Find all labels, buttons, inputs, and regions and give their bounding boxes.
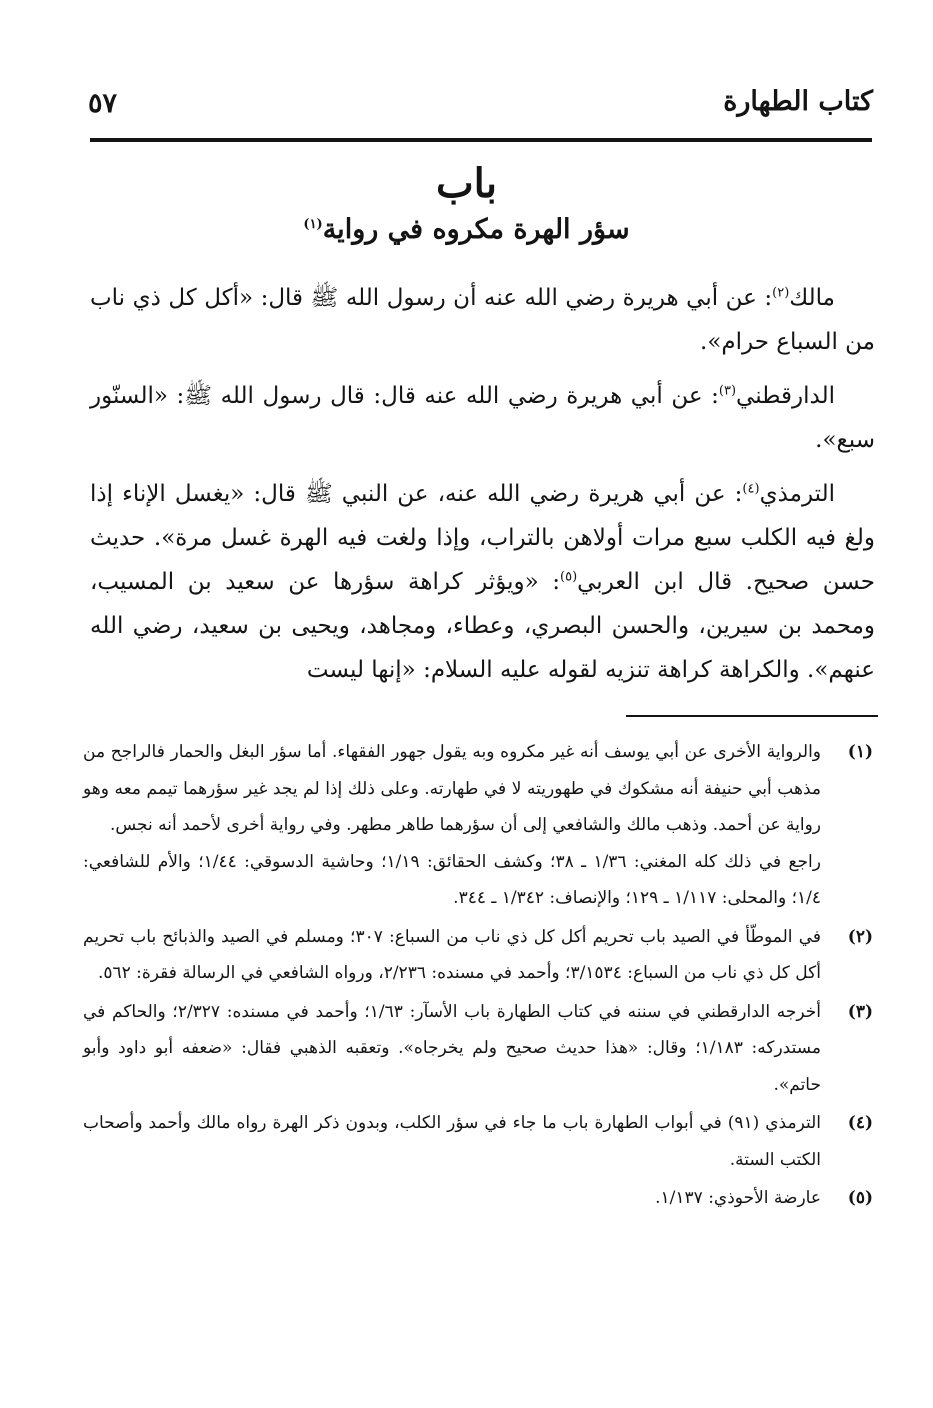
- footnote-text: عارضة الأحوذي: ١/١٣٧.: [655, 1188, 821, 1208]
- hadith-text: : «ويؤثر كراهة سؤرها عن سعيد بن المسيب، ومحمد بن سيرين، والحسن البصري، وعطاء، ومجاهد، ويحيى بن سعيد، رضي الله عنهم». والكراهة كراهة تنزيه لقوله عليه السلام: «إنها ليست: [90, 569, 875, 683]
- footnote-body: [83, 994, 821, 1104]
- footnote-body: [83, 1180, 821, 1217]
- footnote-number: (٣): [847, 1001, 873, 1022]
- main-text: [90, 276, 875, 702]
- footnote-body: [83, 734, 821, 917]
- hadith-text: : عن أبي هريرة رضي الله عنه قال: قال رسول الله ﷺ: «السنّور سبع».: [90, 383, 875, 453]
- narrator-name: الدارقطني: [736, 383, 835, 409]
- footnotes-separator: [626, 715, 878, 717]
- footnote-number: (١): [847, 742, 873, 762]
- footnote-body: [83, 919, 821, 992]
- footnote-text: راجع في ذلك كله المغني: ١/٣٦ ـ ٣٨؛ وكشف الحقائق: ١/١٩؛ وحاشية الدسوقي: ١/٤٤؛ والأم للشافعي: ١/٤؛ والمحلى: ١/١١٧ ـ ١٢٩؛ والإنصاف: ١/٣٤٢ ـ ٣٤٤.: [83, 851, 821, 908]
- footnote-text: الترمذي (٩١) في أبواب الطهارة باب ما جاء في سؤر الكلب، وبدون ذكر الهرة رواه مالك وأحمد وأصحاب الكتب الستة.: [83, 1113, 821, 1170]
- chapter-label: باب: [436, 160, 497, 207]
- footnote-text: أخرجه الدارقطني في سننه في كتاب الطهارة باب الأسآر: ١/٦٣؛ وأحمد في مسنده: ٢/٣٢٧؛ والحاكم في مستدركه: ١/١٨٣؛ وقال: «هذا حديث صحيح ولم يخرجاه». وتعقبه الذهبي فقال: «ضعفه أبو داود وأبو حاتم».: [83, 1001, 822, 1095]
- footnote-ref: (٢): [772, 285, 790, 301]
- hadith-text: : عن أبي هريرة رضي الله عنه أن رسول الله ﷺ قال: «أكل كل ذي ناب من السباع حرام».: [90, 285, 875, 355]
- footnote-ref: (٣): [718, 383, 737, 399]
- footnote-ref: (٥): [560, 569, 578, 585]
- page-number: ٥٧: [88, 88, 118, 119]
- footnote-4: [83, 1105, 873, 1178]
- footnote-3: [83, 994, 873, 1104]
- footnote-5: [83, 1180, 873, 1217]
- narrator-name: مالك: [789, 285, 835, 311]
- paragraph-tirmidhi: [90, 472, 875, 692]
- footnote-ref: (٤): [742, 481, 760, 497]
- footnote-ref: (١): [303, 217, 323, 232]
- footnotes: [83, 734, 873, 1219]
- header-rule: [90, 138, 872, 142]
- hadith-text: : عن أبي هريرة رضي الله عنه، عن النبي ﷺ قال: «يغسل الإناء إذا ولغ فيه الكلب سبع مرات أولاهن بالتراب، وإذا ولغت فيه الهرة غسل مرة». حديث حسن صحيح. قال ابن العربي: [90, 481, 875, 595]
- paragraph-malik: [90, 276, 875, 364]
- footnote-number: (٤): [847, 1113, 873, 1133]
- footnote-text: والرواية الأخرى عن أبي يوسف أنه غير مكروه وبه يقول جهور الفقهاء. أما سؤر البغل والحمار فالراجح من مذهب أبي حنيفة أنه مشكوك في طهوريته لا في طهارته. وعلى ذلك إذا لم يجد غير سؤرهما تيمم معه وهو رواية عن أحمد. وذهب مالك والشافعي إلى أن سؤرهما طاهر مطهر. وفي رواية أخرى لأحمد أنه نجس.: [83, 742, 821, 835]
- footnote-body: [83, 1105, 821, 1178]
- footnote-2: [83, 919, 873, 992]
- paragraph-daraqutni: [90, 374, 875, 462]
- footnote-number: (٥): [847, 1188, 873, 1208]
- section-title-text: سؤر الهرة مكروه في رواية: [322, 214, 630, 245]
- footnote-number: (٢): [847, 926, 873, 947]
- narrator-name: الترمذي: [759, 481, 835, 507]
- footnote-1: [83, 734, 873, 917]
- running-title: كتاب الطهارة: [723, 86, 873, 117]
- section-title: [0, 214, 933, 245]
- footnote-text: في الموطّأ في الصيد باب تحريم أكل كل ذي ناب من السباع: ٣٠٧؛ ومسلم في الصيد والذبائح باب تحريم أكل كل ذي ناب من السباع: ٣/١٥٣٤؛ وأحمد في مسنده: ٢/٢٣٦، ورواه الشافعي في الرسالة فقرة: ٥٦٢.: [83, 926, 821, 983]
